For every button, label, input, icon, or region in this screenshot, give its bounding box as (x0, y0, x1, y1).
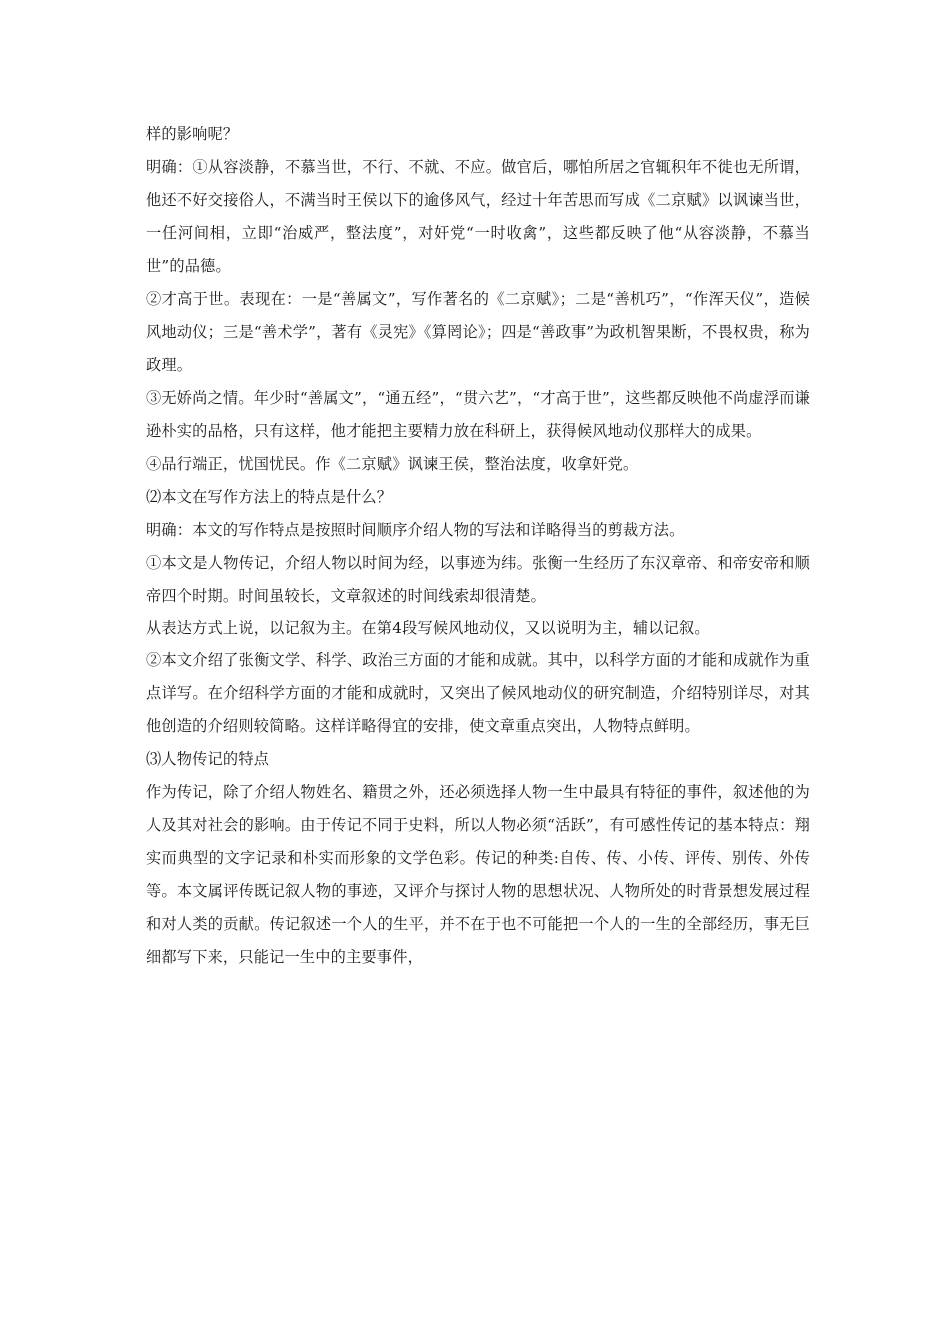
paragraph-method-2: ②本文介绍了张衡文学、科学、政治三方面的才能和成就。其中，以科学方面的才能和成就作为重点详写。在介绍科学方面的才能和成就时，又突出了候风地动仪的研究制造，介绍特别详尽，对其他创造的介绍则较简略。这样详略得宜的安排，使文章重点突出，人物特点鲜明。 (146, 651, 810, 735)
paragraph-question-tail: 样的影响呢？ (146, 125, 239, 143)
paragraph-biography-features: 作为传记，除了介绍人物姓名、籍贯之外，还必须选择人物一生中最具有特征的事件，叙述他的为人及其对社会的影响。由于传记不同于史料，所以人物必须“活跃”，有可感性传记的基本特点：翔实而典型的文字记录和朴实而形象的文学色彩。传记的种类:自传、传、小传、评传、别传、外传等。本文属评传既记叙人物的事迹，又评介与探讨人物的思想状况、人物所处的时背景想发展过程和对人类的贡献。传记叙述一个人的生平，并不在于也不可能把一个人的一生的全部经历，事无巨细都写下来，只能记一生中的主要事件， (146, 783, 810, 966)
paragraph-point-4: ④品行端正，忧国忧民。作《二京赋》讽谏王侯，整治法度，收拿奸党。 (146, 455, 639, 473)
paragraph-question-2: ⑵本文在写作方法上的特点是什么？ (146, 488, 393, 506)
paragraph-answer-2: 明确：本文的写作特点是按照时间顺序介绍人物的写法和详略得当的剪裁方法。 (146, 521, 685, 539)
paragraph-heading-biography: ⑶人物传记的特点 (146, 750, 270, 768)
paragraph-point-2: ②才高于世。表现在：一是“善属文”，写作著名的《二京赋》；二是“善机巧”，“作浑天仪”，造候风地动仪；三是“善术学”，著有《灵宪》《算罔论》；四是“善政事”为政机智果断，不畏权贵，称为政理。 (146, 290, 810, 374)
paragraph-answer-point-1: 明确：①从容淡静，不慕当世，不行、不就、不应。做官后，哪怕所居之官辄积年不徙也无所谓，他还不好交接俗人，不满当时王侯以下的逾侈风气，经过十年苦思而写成《二京赋》以讽谏当世，一任河间相，立即“治威严，整法度”，对奸党“一时收禽”，这些都反映了他“从容淡静，不慕当世”的品德。 (146, 158, 810, 275)
paragraph-expression: 从表达方式上说，以记叙为主。在第4段写候风地动仪，又以说明为主，辅以记叙。 (146, 619, 710, 637)
paragraph-point-3: ③无娇尚之情。年少时“善属文”，“通五经”，“贯六艺”，“才高于世”，这些都反映他不尚虚浮而谦逊朴实的品格，只有这样，他才能把主要精力放在科研上，获得候风地动仪那样大的成果。 (146, 389, 810, 440)
document-body (146, 118, 810, 974)
paragraph-method-1: ①本文是人物传记，介绍人物以时间为经，以事迹为纬。张衡一生经历了东汉章帝、和帝安帝和顺帝四个时期。时间虽较长，文章叙述的时间线索却很清楚。 (146, 554, 810, 605)
